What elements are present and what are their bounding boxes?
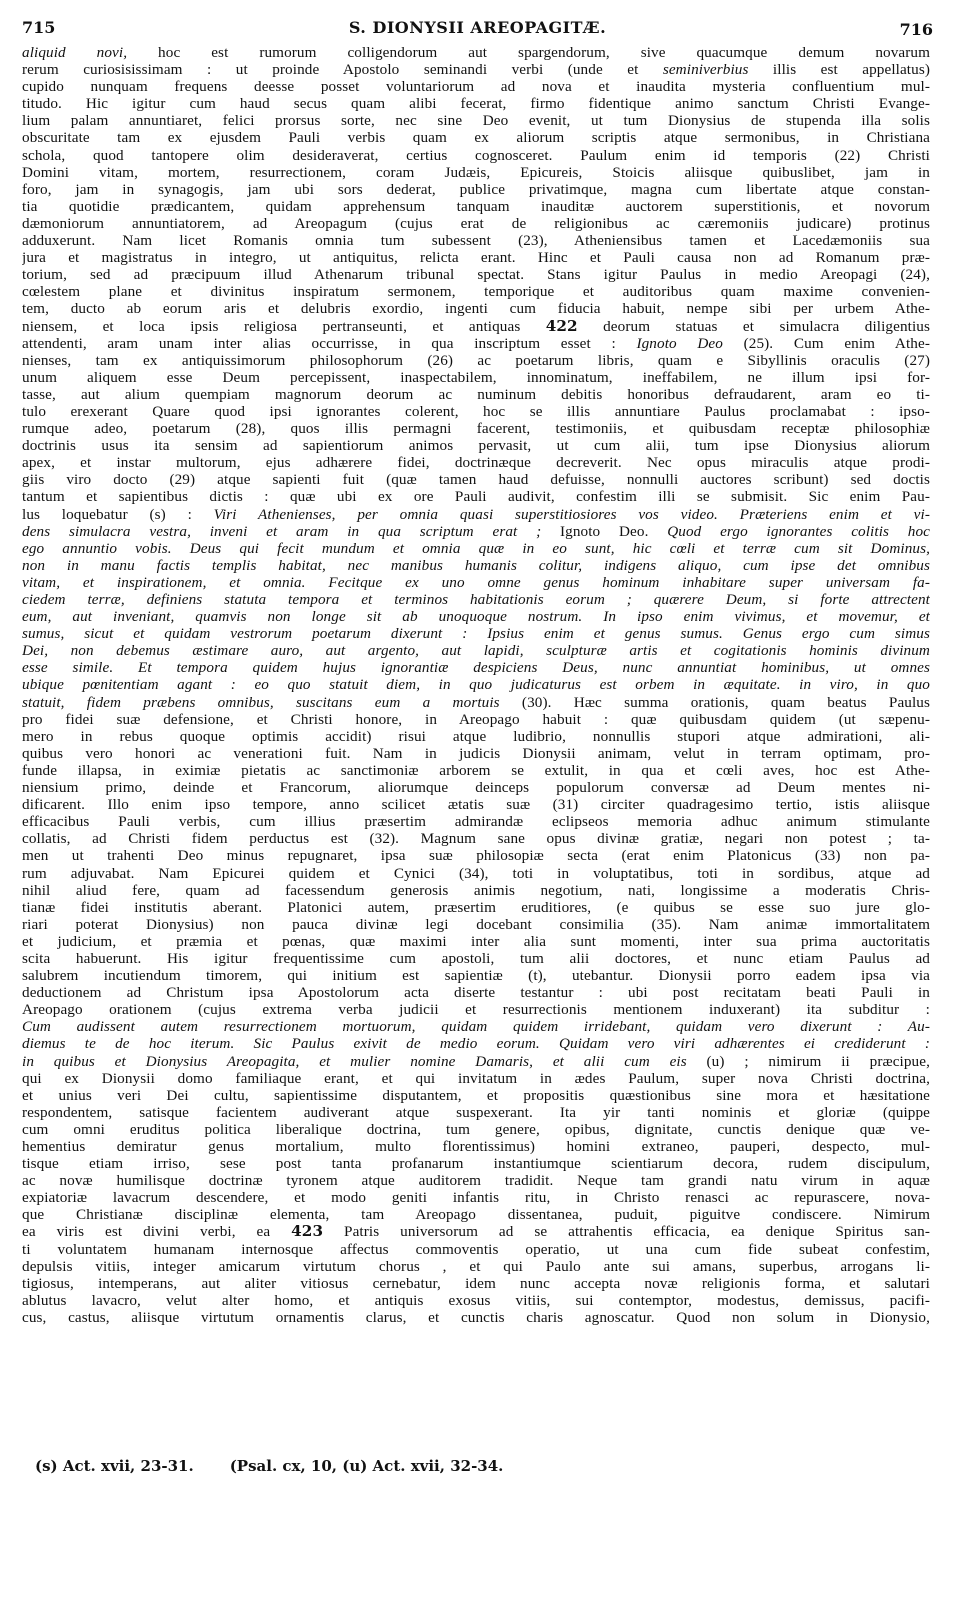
text-segment: obscuritate tam ex ejusdem Pauli verbis quam ex aliorum scriptis atque sermonibus, in Christiana bbox=[22, 129, 930, 147]
text-line bbox=[22, 454, 930, 471]
text-segment: rumque adeo, poetarum (28), quos illis permagni facerent, testimoniis, et quibusdam receptæ philosophiæ bbox=[22, 420, 930, 438]
text-line bbox=[22, 1087, 930, 1104]
text-segment: diemus te de hoc iterum. Sic Paulus exivit de medio eorum. Quidam vero viri adhærentes ei crediderunt : bbox=[22, 1035, 930, 1053]
text-segment: tasse, aut alium quempiam magnorum deorum ac numinum debitis honoribus defraudarent, aram eo ti- bbox=[22, 385, 930, 403]
text-line bbox=[22, 232, 930, 249]
running-header bbox=[22, 16, 933, 42]
text-line bbox=[22, 266, 930, 283]
text-segment: Patris universorum ad se attrahentis efficacia, ea denique Spiritus san- bbox=[323, 1223, 930, 1241]
text-segment: et judicium, et præmia et pœnas, quæ maximi inter alia sunt momenti, inter sua prima auctoritatis bbox=[22, 932, 930, 950]
text-line bbox=[22, 1206, 930, 1223]
text-segment: et unius veri Dei cultu, sapientissime disputantem, et propositis quæstionibus sine mora et hæsitatione bbox=[22, 1086, 930, 1104]
text-segment: titudo. Hic igitur cum haud secus quam alibi fecerat, firmo fidentique animo sanctum Christi Evange- bbox=[22, 95, 930, 113]
text-line bbox=[22, 61, 930, 78]
text-segment: Cum audissent autem resurrectionem mortuorum, quidam quidem irridebant, quidam vero dixerunt : Au- bbox=[22, 1018, 930, 1036]
text-segment: dens simulacra vestra, inveni et aram in qua scriptum erat ; bbox=[22, 522, 542, 540]
text-segment: tantum et sapientibus dictis : quæ ubi ex ore Pauli audivit, confestim illi se submisit. Sic enim Pau- bbox=[22, 488, 930, 506]
text-line bbox=[22, 608, 930, 625]
text-segment: illis est appellatus) bbox=[748, 61, 930, 79]
text-segment: Quod ergo ignorantes colitis hoc bbox=[667, 522, 930, 540]
text-segment: rerum curiosisissimam : ut proinde Apostolo seminandi verbi (unde et bbox=[22, 61, 663, 79]
text-line bbox=[22, 916, 930, 933]
text-segment: doctrinis usus ita sensim ad sapientiorum animos pervasit, ut cum alii, tum ipse Dionysius aliorum bbox=[22, 437, 930, 455]
text-line bbox=[22, 762, 930, 779]
body-text bbox=[22, 44, 930, 1326]
text-segment: deorum statuas et simulacra diligentius bbox=[577, 317, 930, 335]
text-segment: seminiverbius bbox=[662, 61, 749, 79]
left-page-number: 715 bbox=[22, 18, 56, 37]
text-segment: tulo erexerant Quare quod ipsi ignorantes colerent, hoc se illis annuntiare Paulus proclamabat : ipso- bbox=[22, 402, 930, 420]
text-segment: ubique pœnitentiam agant : eo quo statuit diem, in quo judicaturus est orbem in æquitate. in viro, in quo bbox=[22, 676, 930, 694]
text-segment: pro fidei suæ defensione, et Christi honore, in Areopago habuit : quæ quibusdam quidem (ut sæpenu- bbox=[22, 710, 930, 728]
text-line bbox=[22, 506, 930, 523]
text-line bbox=[22, 403, 930, 420]
column-number-marker: 423 bbox=[291, 1223, 324, 1241]
text-segment: niensium primo, deinde et Francorum, aliorumque deinceps populorum conversæ ad Deum mentes ni- bbox=[22, 779, 930, 797]
text-segment: adduxerunt. Nam licet Romanis omnia tum subessent (23), Atheniensibus tamen et Lacedæmoniis sua bbox=[22, 232, 930, 250]
text-line bbox=[22, 369, 930, 386]
text-segment: men ut trahenti Deo minus repugnaret, ipsa suæ philosopiæ secta (erat enim Platonicus (33) non pa- bbox=[22, 847, 930, 865]
text-line bbox=[22, 198, 930, 215]
text-line bbox=[22, 215, 930, 232]
text-segment: cum omni eruditus politica liberalique doctrina, tum genere, opibus, dignitate, cunctis denique quæ ve- bbox=[22, 1120, 930, 1138]
text-segment: respondentem, satisque facientem audiverant atque suspexerant. Ita yir tanti nominis et gloriæ (quippe bbox=[22, 1103, 930, 1121]
text-line bbox=[22, 625, 930, 642]
text-segment: tigiosus, intemperans, aut aliter vitiosus cernebatur, idem nunc accepta novæ religionis forma, et salutari bbox=[22, 1274, 930, 1292]
text-segment: collatis, ad Christi fidem perductus est (32). Magnum sane opus divinæ gratiæ, negari non potest ; ta- bbox=[22, 830, 930, 848]
text-line bbox=[22, 1223, 930, 1240]
running-title: S. DIONYSII AREOPAGITÆ. bbox=[348, 18, 607, 37]
text-segment: eum, aut inveniant, quamvis non longe sit ab unoquoque nostrum. In ipso enim vivimus, et movemur, et bbox=[22, 608, 930, 626]
text-line bbox=[22, 574, 930, 591]
text-segment: (u) ; nimirum ii præcipue, bbox=[686, 1052, 930, 1070]
text-segment: niensem, et loca ipsis religiosa pertranseunti, et antiquas bbox=[22, 317, 546, 335]
text-segment: cupido nunquam frequens deesse posset voluntariorum ad nova et inaudita mysteria confluentium mul- bbox=[22, 78, 930, 96]
text-segment: ciedem terræ, definiens statuta tempora et terminos habitationis eorum ; quærere Deum, si forte attrectent bbox=[22, 591, 930, 608]
text-segment: Ignoto Deo bbox=[636, 334, 723, 352]
text-line bbox=[22, 78, 930, 95]
text-line bbox=[22, 847, 930, 864]
text-segment: salubrem incutiendum timorem, qui initium est sapientiæ (t), utebantur. Dionysii porro eadem ipsa via bbox=[22, 967, 930, 985]
text-segment: mero in rebus quoque optimis accidit) risui atque ludibrio, nonnullis stupori atque admirationi, ali- bbox=[22, 727, 930, 745]
text-segment: depulsis vitiis, integer amicarum virtutum chorus , et qui Paulo ante sui amans, superbus, arrogans li- bbox=[22, 1257, 930, 1275]
text-line bbox=[22, 300, 930, 317]
text-line bbox=[22, 1104, 930, 1121]
text-line bbox=[22, 642, 930, 659]
text-segment: jura et magistratus in integro, ut antiquitus, relicta erant. Hinc et Pauli causa non ad Romanum præ- bbox=[22, 249, 930, 267]
text-segment: tisque etiam irriso, sese post tanta profanarum instantiumque scientiarum decora, rudem discipulum, bbox=[22, 1155, 930, 1173]
text-segment: unum aliquem esse Deum percepissent, inaspectabilem, innominatum, ineffabilem, ne illum ipsi for- bbox=[22, 368, 930, 386]
text-line bbox=[22, 471, 930, 488]
text-segment: funde illapsa, in eximiæ pietatis ac sanctimoniæ arborem se extulit, in qua et cœli aves, hoc est Athe- bbox=[22, 761, 930, 779]
text-segment: statuit, fidem præbens omnibus, suscitans eum a mortuis bbox=[22, 693, 500, 711]
text-line bbox=[22, 1001, 930, 1018]
text-segment: hementius demiratur genus mortalium, multo florentissimus) homini extraneo, pauperi, despecto, mul- bbox=[22, 1138, 930, 1155]
text-line bbox=[22, 129, 930, 146]
text-line bbox=[22, 865, 930, 882]
text-line bbox=[22, 1258, 930, 1275]
text-segment: dæmoniorum annuntiatorem, ad Areopagum (cujus erat de religionibus ac cæremoniis judicare) protinus bbox=[22, 214, 930, 232]
text-line bbox=[22, 420, 930, 437]
text-line bbox=[22, 164, 930, 181]
text-segment: cus, castus, aliisque virtutum ornamentis clarus, et cunctis charis agnoscatur. Quod non solum in Dionysio, bbox=[22, 1308, 930, 1326]
text-line bbox=[22, 1309, 930, 1326]
text-line bbox=[22, 967, 930, 984]
text-line bbox=[22, 779, 930, 796]
text-line bbox=[22, 1018, 930, 1035]
text-segment: tia quotidie prædicantem, quidam apprehensum tanquam inauditæ auctorem superstitionis, et novorum bbox=[22, 197, 930, 215]
text-segment: lium palam annuntiaret, felici prorsus sorte, nec sine Deo evenit, ut tum Dionysius de stupenda illa solis bbox=[22, 112, 930, 130]
text-segment: Areopago orationem (cujus extrema verba judicii et resurrectionis mentionem induxerant) ita subditur : bbox=[22, 1001, 930, 1019]
text-segment: que Christianæ disciplinæ elementa, tam Areopago dissentanea, puduit, piguitve condiscere. Nimirum bbox=[22, 1206, 930, 1224]
text-line bbox=[22, 488, 930, 505]
text-line bbox=[22, 352, 930, 369]
text-segment: quibus vero honori ac venerationi fuit. Nam in judicis Dionysii animam, velut in terram optimam, pro- bbox=[22, 744, 930, 762]
text-line bbox=[22, 830, 930, 847]
text-segment: apex, et instar multorum, ejus adhærere fidei, doctrinæque decreverit. Nec opus miraculis atque prodi- bbox=[22, 454, 930, 472]
text-line bbox=[22, 728, 930, 745]
text-line bbox=[22, 147, 930, 164]
text-segment: ac novæ humilisque doctrinæ tyronem atque auditorem tradidit. Neque tam grandi natu virum in aquæ bbox=[22, 1172, 930, 1190]
text-segment: giis viro docto (29) atque sapienti fuit (quæ tamen haud defuisse, nonnulli auctores scribunt) sed doctis bbox=[22, 471, 930, 489]
text-line bbox=[22, 1241, 930, 1258]
text-line bbox=[22, 591, 930, 608]
text-line bbox=[22, 711, 930, 728]
text-line bbox=[22, 882, 930, 899]
text-segment: non in manu factis templis habitat, nec manibus humanis colitur, indigens aliquo, cum ipse det omnibus bbox=[22, 556, 930, 574]
text-segment: deductionem ad Christum ipsa Apostolorum acta diserte testantur : ubi post recitatam beati Pauli in bbox=[22, 984, 930, 1002]
text-segment: Viri Athenienses, per omnia quasi superstitiosiores vos video. Præteriens enim et vi- bbox=[213, 505, 930, 523]
text-line bbox=[22, 95, 930, 112]
text-segment: in quibus et Dionysius Areopagita, et mulier nomine Damaris, et alii cum eis bbox=[22, 1052, 687, 1070]
text-segment: attendenti, aram unam inter alias occurrisse, in qua inscriptum esset : bbox=[22, 334, 637, 352]
footnote: (s) Act. xvii, 23-31. bbox=[35, 1457, 194, 1475]
text-segment: tem, ducto ab eorum aris et delubris exordio, ingenti cum fiducia habuit, nempe sibi per urbem Athe- bbox=[22, 300, 930, 318]
text-line bbox=[22, 1189, 930, 1206]
text-segment: Domini vitam, mortem, resurrectionem, coram Judæis, Epicureis, Stoicis aliisque quibuslibet, jam in bbox=[22, 163, 930, 181]
text-segment: qui ex Dionysii domo familiaque erant, et qui invitatum in ædes Paulum, super nova Christi doctrina, bbox=[22, 1069, 930, 1087]
text-line bbox=[22, 1121, 930, 1138]
text-line bbox=[22, 112, 930, 129]
text-segment: Ignoto Deo. bbox=[541, 522, 668, 540]
text-segment: ti voluntatem humanam internosque affectus commoventis operatio, ut una cum fide subeat confestim, bbox=[22, 1240, 930, 1258]
text-line bbox=[22, 950, 930, 967]
footnotes bbox=[35, 1457, 539, 1475]
text-line bbox=[22, 437, 930, 454]
text-segment: expiatoriæ lavacrum descendere, et modo geniti infantis ritu, in Christo renasci ac repurascere, nova- bbox=[22, 1189, 930, 1207]
text-line bbox=[22, 318, 930, 335]
text-segment: dificarent. Illo enim ipso tempore, anno scilicet ætatis suæ (31) circiter quadragesimo tertio, istis aliisque bbox=[22, 796, 930, 814]
text-line bbox=[22, 335, 930, 352]
text-line bbox=[22, 676, 930, 693]
text-line bbox=[22, 933, 930, 950]
text-segment: schola, quod tantopere olim desideraverat, certius cognosceret. Paulum enim id temporis (22) Christi bbox=[22, 146, 930, 164]
text-line bbox=[22, 181, 930, 198]
text-segment: ego annuntio vobis. Deus qui fecit mundum et omnia quæ in eo sunt, hic cœli et terræ cum sit Dominus, bbox=[22, 539, 930, 557]
text-segment: (25). Cum enim Athe- bbox=[722, 334, 930, 352]
text-line bbox=[22, 1070, 930, 1087]
text-line bbox=[22, 984, 930, 1001]
column-number-marker: 422 bbox=[545, 317, 578, 335]
text-segment: nihil aliud fere, quam ad facessendum generosis animis negotium, nati, longissime a moderatis Chris- bbox=[22, 881, 930, 899]
text-segment: aliquid novi, bbox=[22, 44, 128, 61]
text-line bbox=[22, 44, 930, 61]
text-line bbox=[22, 813, 930, 830]
text-segment: scita habuerunt. His igitur frequentissime cum apostoli, tum alii doctores, et nunc etiam Paulus ad bbox=[22, 949, 930, 967]
text-line bbox=[22, 1155, 930, 1172]
text-line bbox=[22, 540, 930, 557]
text-line bbox=[22, 249, 930, 266]
text-line bbox=[22, 386, 930, 403]
text-segment: lus loquebatur (s) : bbox=[22, 505, 214, 523]
text-segment: tianæ fidei institutis aberant. Platonici autem, præsertim eruditiores, (e quibus se esse suo jure glo- bbox=[22, 898, 930, 916]
text-segment: efficacibus Pauli verbis, cum illius præsertim admirandæ eclipseos memoria adhuc animum stimulante bbox=[22, 813, 930, 831]
text-segment: (30). Hæc summa orationis, quam beatus Paulus bbox=[499, 693, 930, 711]
text-line bbox=[22, 659, 930, 676]
text-segment: rum adjuvabat. Nam Epicurei quidem et Cynici (34), toti in voluptatibus, toti in sordibus, atque ad bbox=[22, 864, 930, 882]
text-segment: sumus, sicut et quidam vestrorum poetarum dixerunt : Ipsius enim et genus sumus. Genus ergo cum simus bbox=[22, 625, 930, 643]
footnote: (Psal. cx, 10, (u) Act. xvii, 32-34. bbox=[229, 1457, 504, 1475]
text-line bbox=[22, 1035, 930, 1052]
text-segment: hoc est rumorum colligendorum aut spargendorum, sive quacumque demum novarum bbox=[127, 44, 930, 61]
text-line bbox=[22, 1292, 930, 1309]
text-line bbox=[22, 1172, 930, 1189]
text-segment: cœlestem plane et divinitus inspiratum sermonem, temporique et auditoribus quam maxime convenien- bbox=[22, 283, 930, 301]
text-line bbox=[22, 694, 930, 711]
text-segment: nienses, tam ex antiquissimorum philosophorum (26) ac poetarum libris, quam e Sibyllinis oraculis (27) bbox=[22, 351, 930, 369]
text-segment: vitam, et inspirationem, et omnia. Fecitque ex uno omne genus hominum inhabitare super universam fa- bbox=[22, 573, 930, 591]
text-line bbox=[22, 523, 930, 540]
text-segment: torium, sed ad præcipuum illud Athenarum tribunal spectat. Stans igitur Paulus in medio Areopagi (24), bbox=[22, 266, 930, 284]
text-line bbox=[22, 1053, 930, 1070]
text-line bbox=[22, 796, 930, 813]
text-line bbox=[22, 745, 930, 762]
text-segment: ea viris est divini verbi, ea bbox=[22, 1223, 292, 1241]
text-segment: ablutus lavacro, velut alter homo, et antiquis exosus vitiis, sui contemptor, modestus, demissus, pacifi- bbox=[22, 1291, 930, 1309]
text-segment: Dei, non debemus æstimare auro, aut argento, aut lapidi, sculpturæ artis et cogitationis hominis divinum bbox=[22, 642, 930, 660]
text-line bbox=[22, 1138, 930, 1155]
text-segment: foro, jam in synagogis, jam ubi sors dederat, publice privatimque, magna cum libertate atque constan- bbox=[22, 180, 930, 198]
right-page-number: 716 bbox=[899, 20, 933, 39]
text-line bbox=[22, 557, 930, 574]
text-segment: riari poterat Dionysius) non pauca divinæ legi docebant consimilia (35). Nam animæ immortalitatem bbox=[22, 915, 930, 933]
text-line bbox=[22, 1275, 930, 1292]
text-line bbox=[22, 283, 930, 300]
text-line bbox=[22, 899, 930, 916]
text-segment: esse simile. Et tempora quidem hujus ignorantiæ despiciens Deus, nunc annuntiat hominibus, ut omnes bbox=[22, 659, 930, 677]
